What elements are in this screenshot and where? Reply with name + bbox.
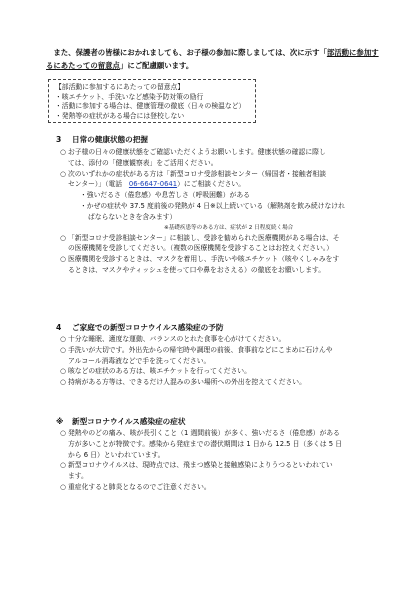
bullet-circle-icon: ○	[60, 148, 66, 156]
paragraph-line: 医療機関を受診するときは、マスクを着用し、手洗いや咳エチケット（咳やくしゃみをす	[68, 255, 340, 264]
footnote: ※基礎疾患等のある方は、症状が 2 日程度続く場合	[164, 224, 294, 231]
paragraph-line: 手洗いが大切です。外出先からの帰宅時や調理の前後、食事前などにこまめに石けんや	[68, 345, 333, 354]
symptoms-heading	[56, 416, 185, 427]
symptoms-body	[60, 428, 390, 493]
paragraph-line: お子様の日々の健康状態をご確認いただくようお願いします。健康状態の確認に際し	[68, 148, 326, 156]
list-item	[60, 233, 390, 255]
list-item	[60, 460, 390, 482]
bullet-circle-icon: ○	[60, 233, 66, 242]
section-title: 新型コロナウイルス感染症の症状	[72, 417, 186, 426]
symptom-line: ばならないときを含みます）	[88, 212, 177, 221]
section-title: 日常の健康状態の把握	[72, 135, 148, 144]
phone-link[interactable]: 06-6647-0641	[128, 180, 178, 189]
paragraph-line: 持病がある方等は、できるだけ人混みの多い場所への外出を控えてください。	[68, 378, 306, 387]
intro-text-after: 」にご配慮願います。	[119, 60, 194, 70]
text: センター）」（電話	[68, 180, 129, 189]
symptom-line: ・強いだるさ（倦怠感）や息苦しさ（呼吸困難）がある	[80, 191, 250, 200]
bullet-circle-icon: ○	[60, 482, 66, 491]
intro-underlined-text: 部活動に参加するにあたっての留意点	[46, 48, 379, 70]
section-mark: ※	[56, 417, 64, 426]
list-item	[60, 169, 390, 233]
section-number: 4	[56, 323, 62, 332]
paragraph-line: 方が多いことが特徴です。感染から発症までの潜伏期間は 1 日から 12.5 日（多くは 5 日	[68, 439, 343, 448]
paragraph-line: 次のいずれかの症状がある方は「新型コロナ受診相談センター（帰国者・接触者相談	[68, 169, 327, 178]
bullet-circle-icon: ○	[60, 429, 66, 437]
paragraph-line: 十分な睡眠、適度な運動、バランスのとれた食事を心がけてください。	[68, 335, 286, 343]
paragraph-line: ます。	[68, 472, 88, 481]
notice-item: ・咳エチケット、手洗いなど感染予防対策の励行	[55, 92, 204, 101]
paragraph-line: の医療機関を受診してください。（複数の医療機関を受診することはお控えください。）	[68, 244, 334, 253]
paragraph-line: 重症化すると肺炎となるのでご注意ください。	[68, 482, 211, 491]
text: ）にご相談ください。	[177, 180, 246, 189]
paragraph-line: 「新型コロナ受診相談センター」に相談し、受診を勧められた医療機関がある場合は、そ	[68, 233, 340, 242]
intro-paragraph	[46, 47, 384, 72]
symptom-line: ・かぜの症状や 37.5 度前後の発熱が 4 日※以上続いている（解熱剤を飲み続けなけれ	[80, 201, 345, 210]
paragraph-line: 咳などの症状のある方は、咳エチケットを行ってください。	[68, 367, 251, 376]
paragraph-line: から 6 日）といわれています。	[68, 450, 165, 459]
list-item	[60, 428, 390, 460]
bullet-circle-icon: ○	[60, 345, 66, 354]
bullet-circle-icon: ○	[60, 255, 66, 264]
bullet-circle-icon: ○	[60, 169, 66, 178]
list-item	[60, 334, 390, 345]
list-item	[60, 254, 390, 276]
list-item	[60, 345, 390, 367]
bullet-circle-icon: ○	[60, 335, 66, 343]
paragraph-line	[68, 179, 390, 190]
paragraph-line: アルコール消毒液などで手を洗ってください。	[68, 356, 211, 365]
list-item	[60, 377, 390, 388]
section-3-heading	[56, 134, 148, 145]
bullet-circle-icon: ○	[60, 378, 66, 387]
list-item	[60, 482, 390, 493]
section-title: ご家庭での新型コロナウイルス感染症の予防	[72, 323, 224, 332]
notice-item: ・発熱等の症状がある場合には登校しない	[55, 111, 185, 120]
notice-item: ・活動に参加する場合は、健康管理の徹底（日々の検温など）	[55, 102, 246, 111]
paragraph-line: るときは、マスクやティッシュを使って口や鼻をおさえる）の徹底をお願いします。	[68, 265, 326, 274]
bullet-circle-icon: ○	[60, 367, 66, 376]
notice-box	[48, 79, 256, 123]
section-3-body	[60, 147, 390, 276]
bullet-circle-icon: ○	[60, 461, 66, 470]
list-item	[60, 366, 390, 377]
notice-title: 【部活動に参加するにあたっての留意点】	[55, 83, 185, 91]
paragraph-line: 新型コロナウイルスは、現時点では、飛まつ感染と接触感染によりうつるといわれてい	[68, 461, 333, 470]
section-number: 3	[56, 135, 62, 144]
paragraph-line: 発熱やのどの痛み、咳が長引くこと（1 週間前後）が多く、強いだるさ（倦怠感）がある	[68, 429, 340, 437]
section-4-body	[60, 334, 390, 388]
section-4-heading	[56, 322, 223, 333]
list-item	[60, 147, 390, 169]
paragraph-line: ては、添付の「健康観察表」をご活用ください。	[68, 158, 218, 167]
intro-text-before: また、保護者の皆様におかれましても、お子様の参加に際しましては、次に示す「	[46, 48, 327, 57]
